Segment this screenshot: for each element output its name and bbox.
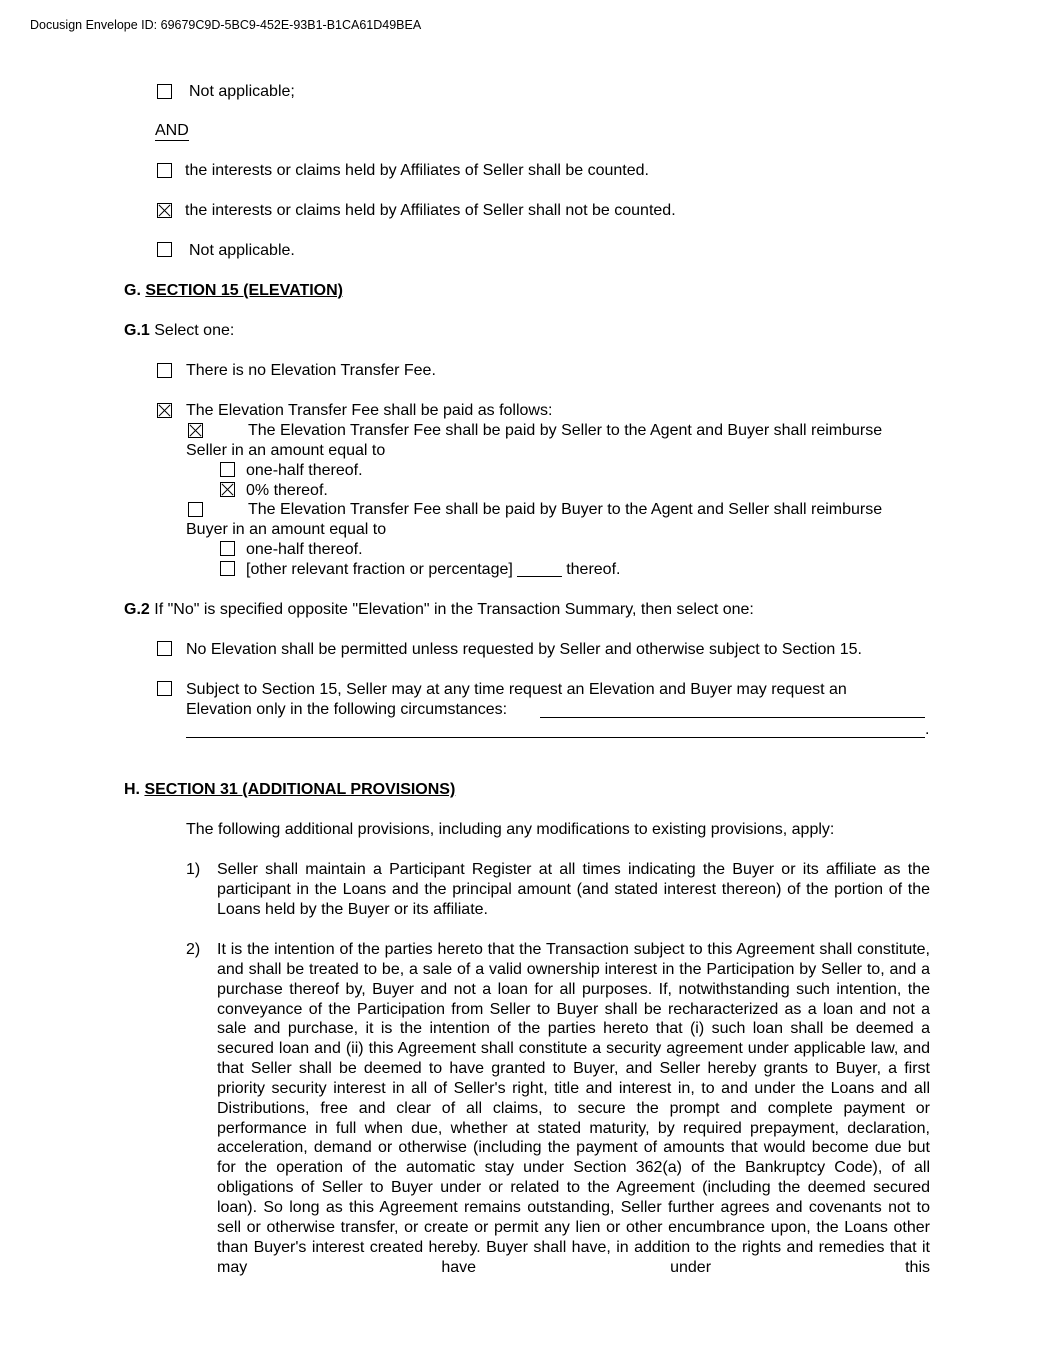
section-h-heading [124,780,455,800]
buyer-pays-line2: Buyer in an amount equal to [186,521,387,538]
subject-to-line2: Elevation only in the following circumstances: [186,701,508,718]
section-g-heading [124,281,343,301]
section-g-letter: G. [124,282,141,299]
g1-prompt: Select one: [154,322,235,339]
checkbox-seller-pays[interactable] [188,423,203,438]
no-elevation-permitted-label: No Elevation shall be permitted unless requested by Seller and otherwise subject to Section 15. [186,641,862,658]
not-applicable-2-label: Not applicable. [189,242,295,259]
g2-prompt-line [124,600,754,620]
circumstances-blank-line-2[interactable] [186,737,925,738]
item-2-text: It is the intention of the parties hereto that the Transaction subject to this Agreement shall constitute, and shall be treated to be, a sale of a valid ownership interest in the Participation by Seller to, and a purchase thereof by, Buyer and not a loan for all purposes. If, notwithstanding such intention, the conveyance of the Participation from Seller to Buyer shall be recharacterized as a loan and not a sale and purchase, it is the intention of the parties hereto that (i) such loan shall be deemed a secured loan and (ii) this Agreement shall constitute a security agreement under applicable law, and that Seller shall be deemed to have granted to Buyer, and Seller hereby grants to Buyer, a first priority security interest in all of Seller's right, title and interest in, to and under the Loans and all Distributions, free and clear of all claims, to secure the prompt and complete payment or performance in full when due, whether at stated maturity, by required prepayment, declaration, acceleration, demand or otherwise (including the payment of amounts that would become due but for the operation of the automatic stay under Section 362(a) of the Bankruptcy Code), of all obligations of Seller to Buyer under or related to the Agreement (including the deemed secured loan). So long as this Agreement remains outstanding, Seller further agrees and covenants not to sell or otherwise transfer, or create or permit any lien or other encumbrance upon, the Loans other than Buyer's interest created hereby. Buyer shall have, in addition to the rights and remedies that it may have under this [217,941,930,1276]
buyer-pays-line1: The Elevation Transfer Fee shall be paid by Buyer to the Agent and Seller shall reimburse [248,501,883,518]
affiliates-not-counted-label: the interests or claims held by Affiliates of Seller shall not be counted. [185,202,676,219]
section-h-title: SECTION 31 (ADDITIONAL PROVISIONS) [144,781,456,798]
item-1-number: 1) [186,861,201,878]
g2-number: G.2 [124,601,150,618]
item-1-text: Seller shall maintain a Participant Register at all times indicating the Buyer or its affiliate as the participant in the Loans and the principal amount (and stated interest thereon) of the portion of the Loans held by the Buyer or its affiliate. [217,861,930,918]
envelope-id: Docusign Envelope ID: 69679C9D-5BC9-452E-93B1-B1CA61D49BEA [30,18,422,32]
checkbox-no-elevation-permitted[interactable] [157,641,172,656]
seller-one-half-label: one-half thereof. [246,462,363,479]
circumstances-end-period: . [925,721,930,738]
section-h-letter: H. [124,781,140,798]
section-h-intro: The following additional provisions, including any modifications to existing provisions, apply: [186,821,835,838]
checkbox-seller-zero-percent[interactable] [220,482,235,497]
checkbox-affiliates-not-counted[interactable] [157,203,172,218]
section-g-title: SECTION 15 (ELEVATION) [145,282,343,299]
g1-prompt-line [124,321,234,341]
checkbox-no-elevation-fee[interactable] [157,363,172,378]
checkbox-not-applicable-2[interactable] [157,242,172,257]
checkbox-buyer-pays[interactable] [188,502,203,517]
checkbox-seller-one-half[interactable] [220,462,235,477]
buyer-one-half-label: one-half thereof. [246,541,363,558]
g2-prompt: If "No" is specified opposite "Elevation" in the Transaction Summary, then select one: [154,601,754,618]
checkbox-affiliates-counted[interactable] [157,163,172,178]
fee-paid-as-follows-label: The Elevation Transfer Fee shall be paid as follows: [186,402,553,419]
seller-pays-line1: The Elevation Transfer Fee shall be paid by Seller to the Agent and Buyer shall reimburse [248,422,883,439]
checkbox-not-applicable-1[interactable] [157,84,172,99]
checkbox-buyer-one-half[interactable] [220,541,235,556]
g1-number: G.1 [124,322,150,339]
affiliates-counted-label: the interests or claims held by Affiliates of Seller shall be counted. [185,162,649,179]
seller-zero-percent-label: 0% thereof. [246,482,328,499]
checkbox-fee-paid-as-follows[interactable] [157,403,172,418]
no-elevation-fee-label: There is no Elevation Transfer Fee. [186,362,436,379]
circumstances-blank-line-1[interactable] [540,717,925,718]
item-2-number: 2) [186,941,201,958]
seller-pays-line2: Seller in an amount equal to [186,442,386,459]
and-label: AND [155,122,189,139]
not-applicable-1-label: Not applicable; [189,83,295,100]
checkbox-subject-to-section-15[interactable] [157,681,172,696]
buyer-other-fraction-label: [other relevant fraction or percentage] _____ thereof. [246,561,621,578]
subject-to-line1: Subject to Section 15, Seller may at any time request an Elevation and Buyer may request an [186,681,847,698]
checkbox-buyer-other-fraction[interactable] [220,561,235,576]
